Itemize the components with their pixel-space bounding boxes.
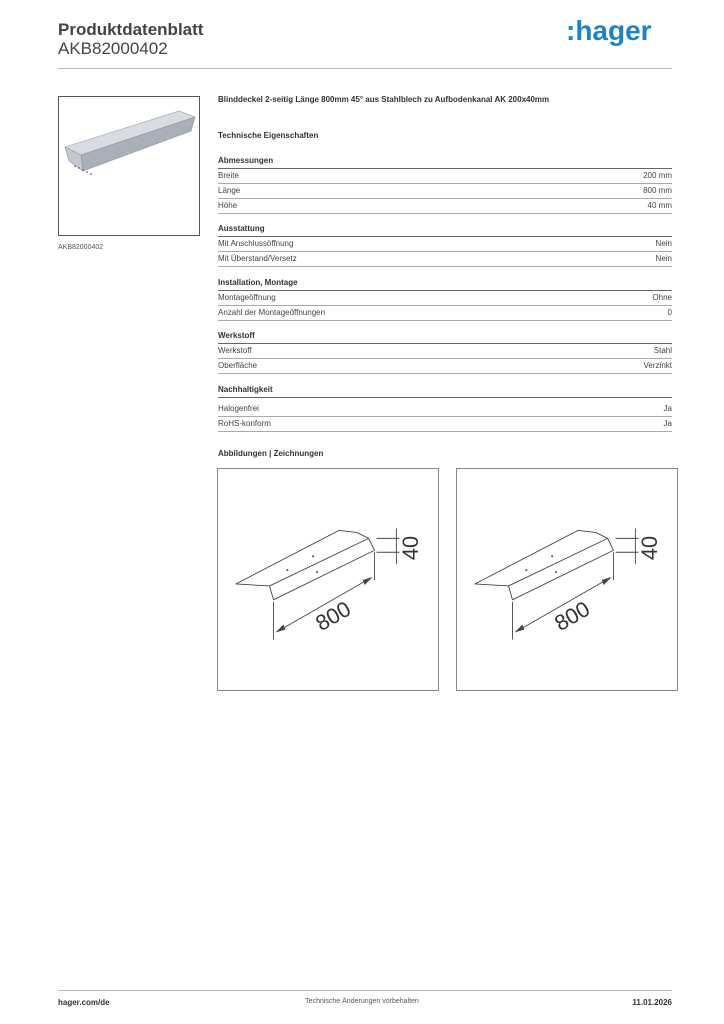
footer-date: 11.01.2026 bbox=[632, 998, 672, 1007]
section-title: Werkstoff bbox=[218, 329, 672, 344]
spec-label: Mit Anschlussöffnung bbox=[218, 239, 294, 248]
spec-value: 200 mm bbox=[643, 171, 672, 180]
section-title: Installation, Montage bbox=[218, 276, 672, 291]
footer-notice: Technische Änderungen vorbehalten bbox=[305, 998, 419, 1005]
article-number: AKB82000402 bbox=[58, 39, 168, 58]
spec-label: Breite bbox=[218, 171, 239, 180]
drawing-length-label: 800 bbox=[311, 596, 356, 636]
drawing-height-label: 40 bbox=[398, 535, 424, 561]
section-title: Nachhaltigkeit bbox=[218, 383, 672, 398]
spec-row bbox=[218, 237, 672, 252]
spec-value: Ja bbox=[663, 419, 672, 428]
technical-properties-heading: Technische Eigenschaften bbox=[218, 131, 319, 140]
spec-label: Anzahl der Montageöffnungen bbox=[218, 308, 326, 317]
section-title: Ausstattung bbox=[218, 222, 672, 237]
spec-label: RoHS-konform bbox=[218, 419, 271, 428]
header-divider bbox=[58, 68, 672, 69]
spec-value: Nein bbox=[655, 239, 672, 248]
spec-value: Stahl bbox=[653, 346, 672, 355]
spec-value: Nein bbox=[655, 254, 672, 263]
spec-value: 40 mm bbox=[647, 201, 672, 210]
spec-row bbox=[218, 402, 672, 417]
dimension-drawing-1 bbox=[217, 468, 439, 691]
drawing-height-label: 40 bbox=[637, 535, 663, 561]
spec-row bbox=[218, 306, 672, 321]
spec-row bbox=[218, 291, 672, 306]
hager-logo bbox=[566, 14, 658, 48]
spec-value: 0 bbox=[667, 308, 672, 317]
spec-row bbox=[218, 199, 672, 214]
dimension-drawing-2 bbox=[456, 468, 678, 691]
spec-label: Montageöffnung bbox=[218, 293, 276, 302]
spec-label: Halogenfrei bbox=[218, 404, 259, 413]
spec-value: Verzinkt bbox=[643, 361, 672, 370]
spec-row bbox=[218, 344, 672, 359]
spec-value: Ja bbox=[663, 404, 672, 413]
product-description: Blinddeckel 2-seitig Länge 800mm 45° aus Stahlblech zu Aufbodenkanal AK 200x40mm bbox=[218, 95, 550, 104]
spec-value: Ohne bbox=[652, 293, 672, 302]
logo-text: :hager bbox=[566, 15, 652, 46]
section-nachhaltigkeit bbox=[218, 383, 672, 432]
page-title: Produktdatenblatt bbox=[58, 20, 204, 39]
footer-website-link[interactable]: hager.com/de bbox=[58, 998, 110, 1007]
section-ausstattung bbox=[218, 222, 672, 267]
section-installation bbox=[218, 276, 672, 321]
product-image-caption: AKB82000402 bbox=[58, 244, 104, 251]
footer-divider bbox=[58, 990, 672, 991]
spec-label: Höhe bbox=[218, 201, 238, 210]
product-image bbox=[58, 96, 200, 236]
spec-row bbox=[218, 184, 672, 199]
spec-label: Oberfläche bbox=[218, 361, 258, 370]
spec-label: Mit Überstand/Versetz bbox=[218, 254, 297, 263]
spec-value: 800 mm bbox=[643, 186, 672, 195]
figures-heading: Abbildungen | Zeichnungen bbox=[218, 449, 324, 458]
spec-label: Werkstoff bbox=[218, 346, 252, 355]
section-werkstoff bbox=[218, 329, 672, 374]
spec-row bbox=[218, 169, 672, 184]
spec-label: Länge bbox=[218, 186, 241, 195]
spec-row bbox=[218, 252, 672, 267]
section-abmessungen bbox=[218, 154, 672, 214]
section-title: Abmessungen bbox=[218, 154, 672, 169]
spec-row bbox=[218, 417, 672, 432]
spec-row bbox=[218, 359, 672, 374]
drawing-length-label: 800 bbox=[550, 596, 595, 636]
